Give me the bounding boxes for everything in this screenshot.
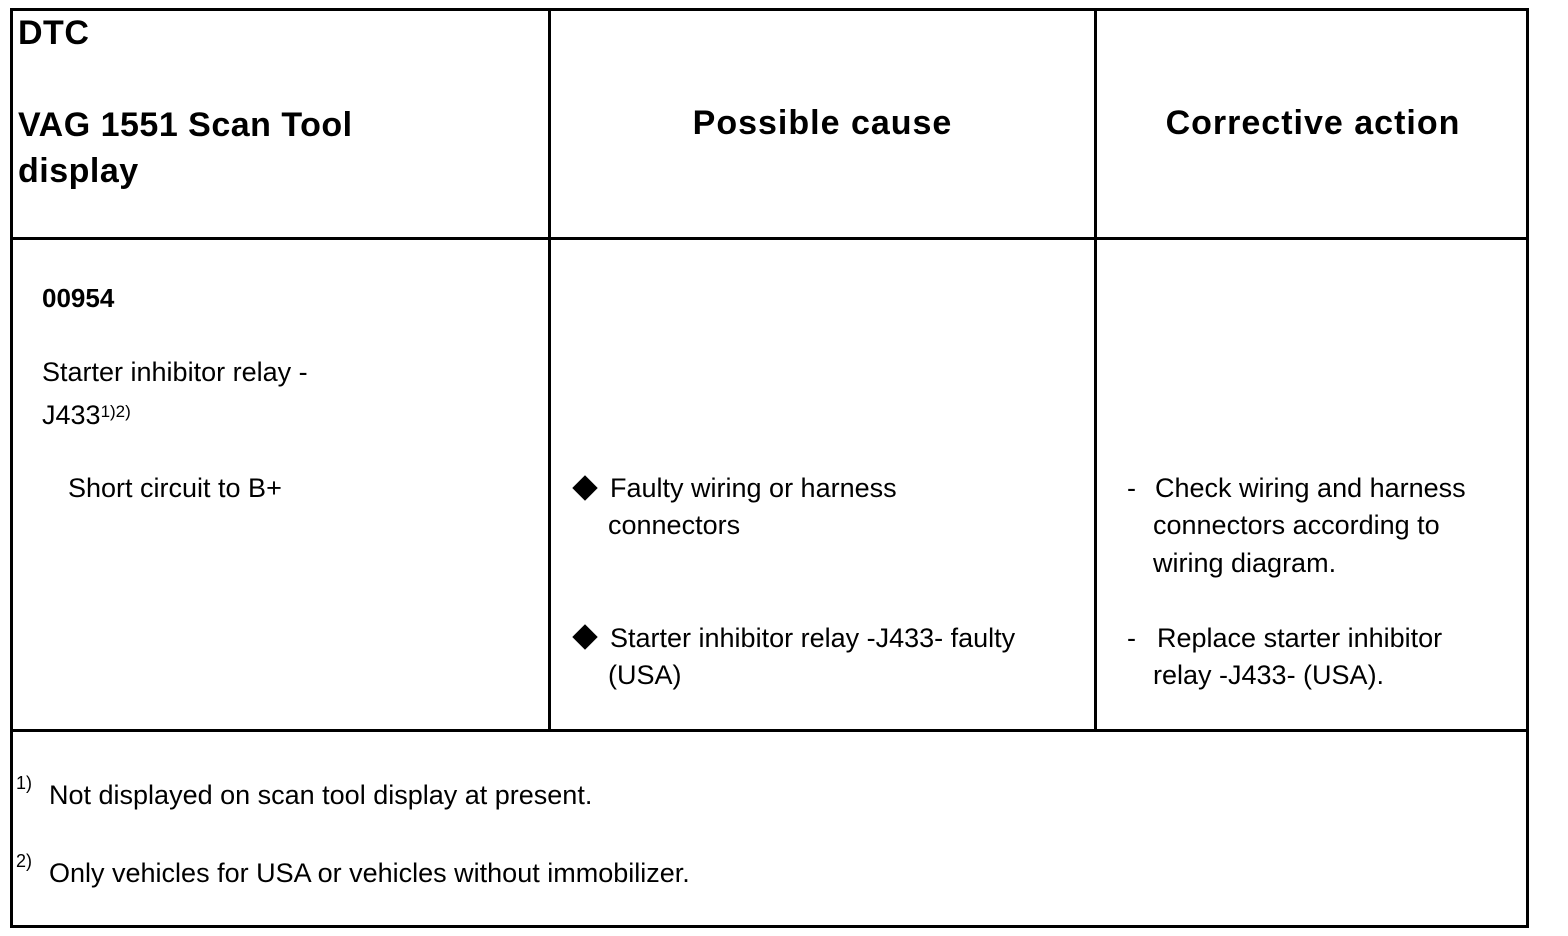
header-display-label-line2: display [18, 152, 139, 190]
footnote-1-text: Not displayed on scan tool display at present. [49, 780, 593, 810]
cause-2-line2: (USA) [608, 660, 682, 690]
dtc-code: 00954 [42, 283, 115, 313]
footnote-divider [10, 729, 1529, 732]
cause-2-line1: Starter inhibitor relay -J433- faulty [610, 623, 1016, 653]
action-1-dash: - [1127, 473, 1136, 503]
footnote-2-mark: 2) [16, 851, 33, 871]
footnote-1-mark: 1) [16, 773, 33, 793]
dtc-component-id: J433 [42, 400, 101, 430]
action-2-line1: Replace starter inhibitor [1157, 623, 1443, 653]
header-possible-cause: Possible cause [692, 104, 953, 142]
footnote-2-text: Only vehicles for USA or vehicles without immobilizer. [49, 858, 690, 888]
dtc-condition: Short circuit to B+ [68, 473, 282, 503]
action-1-line1: Check wiring and harness [1155, 473, 1466, 503]
cause-1-line1: Faulty wiring or harness [610, 473, 897, 503]
cause-1-line2: connectors [608, 510, 741, 540]
header-divider [10, 237, 1529, 240]
action-2-line2: relay -J433- (USA). [1153, 660, 1385, 690]
dtc-description-line1: Starter inhibitor relay - [42, 357, 308, 387]
header-dtc-label: DTC [18, 14, 90, 52]
action-1-line2: connectors according to [1153, 510, 1440, 540]
header-display-label-line1: VAG 1551 Scan Tool [18, 106, 353, 144]
dtc-footnote-refs: 1)2) [100, 402, 131, 421]
action-1-line3: wiring diagram. [1153, 548, 1337, 578]
dtc-description-line2 [42, 397, 131, 434]
action-2-dash: - [1127, 623, 1136, 653]
header-corrective-action: Corrective action [1165, 104, 1461, 142]
